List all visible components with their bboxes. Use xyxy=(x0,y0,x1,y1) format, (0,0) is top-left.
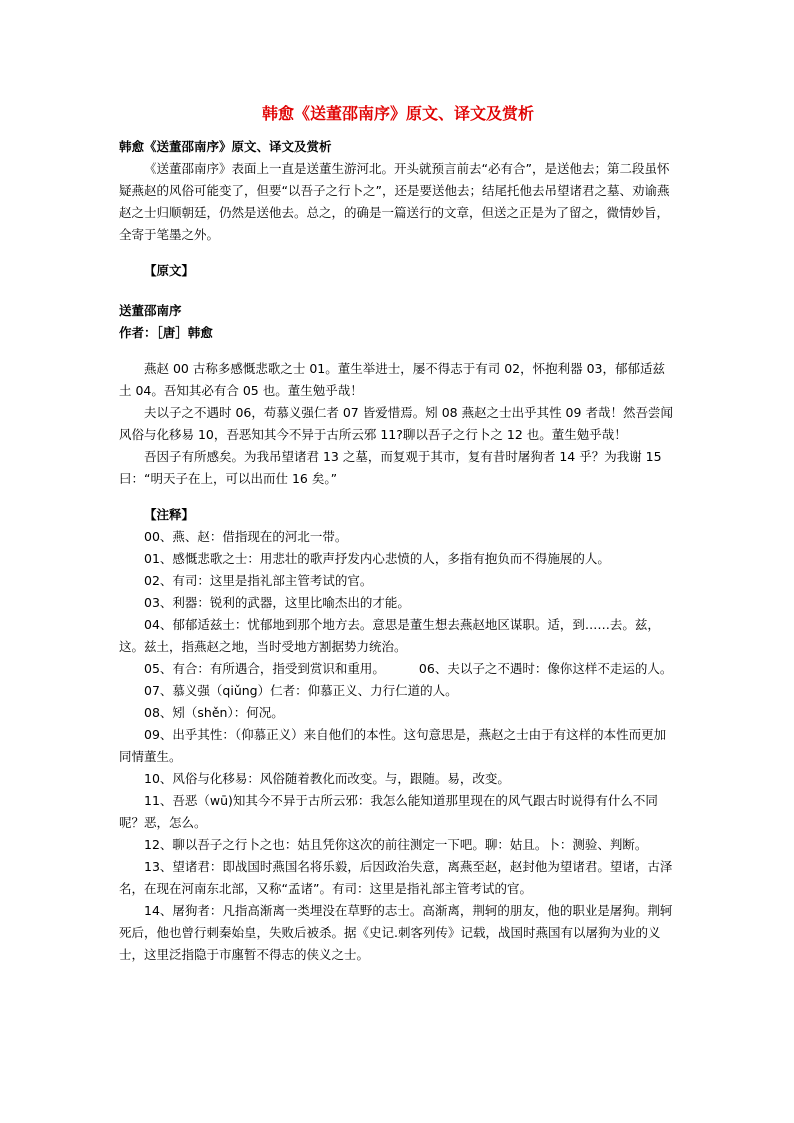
note-item: 04、郁郁适兹土：忧郁地到那个地方去。意思是董生想去燕赵地区谋职。适，到……去。兹，这。兹土，指燕赵之地，当时受地方割据势力统治。 xyxy=(119,617,660,654)
work-title: 送董邵南序 xyxy=(119,303,182,318)
note-item: 03、利器：锐利的武器，这里比喻杰出的才能。 xyxy=(144,595,410,610)
note-item: 10、风俗与化移易：风俗随着教化而改变。与，跟随。易，改变。 xyxy=(144,771,510,786)
original-paragraph-1: 燕赵 00 古称多感慨悲歌之士 01。董生举进士，屡不得志于有司 02，怀抱利器 03，郁郁适兹土 04。吾知其必有合 05 也。董生勉乎哉！ xyxy=(119,361,665,398)
original-paragraph-3: 吾因子有所感矣。为我吊望诸君 13 之墓，而复观于其市，复有昔时屠狗者 14 乎？为我谢 15 曰：“明天子在上，可以出而仕 16 矣。” xyxy=(119,449,662,486)
author-line: 作者：［唐］韩愈 xyxy=(119,325,213,340)
note-item: 02、有司：这里是指礼部主管考试的官。 xyxy=(144,573,373,588)
note-item: 08、矧（shěn）：何况。 xyxy=(144,705,284,720)
intro-paragraph: 《送董邵南序》表面上一直是送董生游河北。开头就预言前去“必有合”，是送他去；第二段虽怀疑燕赵的风俗可能变了，但要“以吾子之行卜之”，还是要送他去；结尾托他去吊望诸君之墓、劝谕燕赵之士归顺朝廷，仍然是送他去。总之，的确是一篇送行的文章，但送之正是为了留之，微情妙旨，全寄于笔墨之外。 xyxy=(119,161,670,242)
note-item: 01、感慨悲歌之士：用悲壮的歌声抒发内心悲愤的人，多指有抱负而不得施展的人。 xyxy=(144,551,610,566)
note-item: 09、出乎其性：（仰慕正义）来自他们的本性。这句意思是，燕赵之士由于有这样的本性而更加同情董生。 xyxy=(119,727,667,764)
note-item: 12、聊以吾子之行卜之也：姑且凭你这次的前往测定一下吧。聊：姑且。卜：测验、判断。 xyxy=(144,837,648,852)
original-paragraph-2: 夫以子之不遇时 06，苟慕义强仁者 07 皆爱惜焉。矧 08 燕赵之士出乎其性 09 者哉！然吾尝闻风俗与化移易 10，吾恶知其今不异于古所云邪 11?聊以吾子之行卜之 12 也。董生勉乎哉！ xyxy=(119,405,673,442)
note-item: 07、慕义强（qiǔng）仁者：仰慕正义、力行仁道的人。 xyxy=(144,683,458,698)
note-item: 11、吾恶（wū)知其今不异于古所云邪：我怎么能知道那里现在的风气跟古时说得有什么不同呢？恶，怎么。 xyxy=(119,793,658,830)
document-page xyxy=(119,103,677,966)
original-section-label: 【原文】 xyxy=(144,263,195,278)
page-title: 韩愈《送董邵南序》原文、译文及赏析 xyxy=(261,104,534,123)
intro-heading: 韩愈《送董邵南序》原文、译文及赏析 xyxy=(119,139,332,154)
note-item-combined xyxy=(119,658,677,680)
note-item: 14、屠狗者：凡指高渐离一类埋没在草野的志士。高渐离，荆轲的朋友，他的职业是屠狗。荆轲死后，他也曾行刺秦始皇，失败后被杀。据《史记.刺客列传》记载，战国时燕国有以屠狗为业的义士，这里泛指隐于市廛暂不得志的侠义之士。 xyxy=(119,903,673,962)
note-item-05: 05、有合：有所遇合，指受到赏识和重用。 xyxy=(144,661,385,676)
notes-section-label: 【注释】 xyxy=(144,507,195,522)
note-item: 00、燕、赵：借指现在的河北一带。 xyxy=(144,529,348,544)
note-item-06: 06、夫以子之不遇时：像你这样不走运的人。 xyxy=(418,661,673,676)
note-item: 13、望诸君：即战国时燕国名将乐毅，后因政治失意，离燕至赵，赵封他为望诸君。望诸，古泽名，在现在河南东北部，又称“孟诸”。有司：这里是指礼部主管考试的官。 xyxy=(119,859,673,896)
